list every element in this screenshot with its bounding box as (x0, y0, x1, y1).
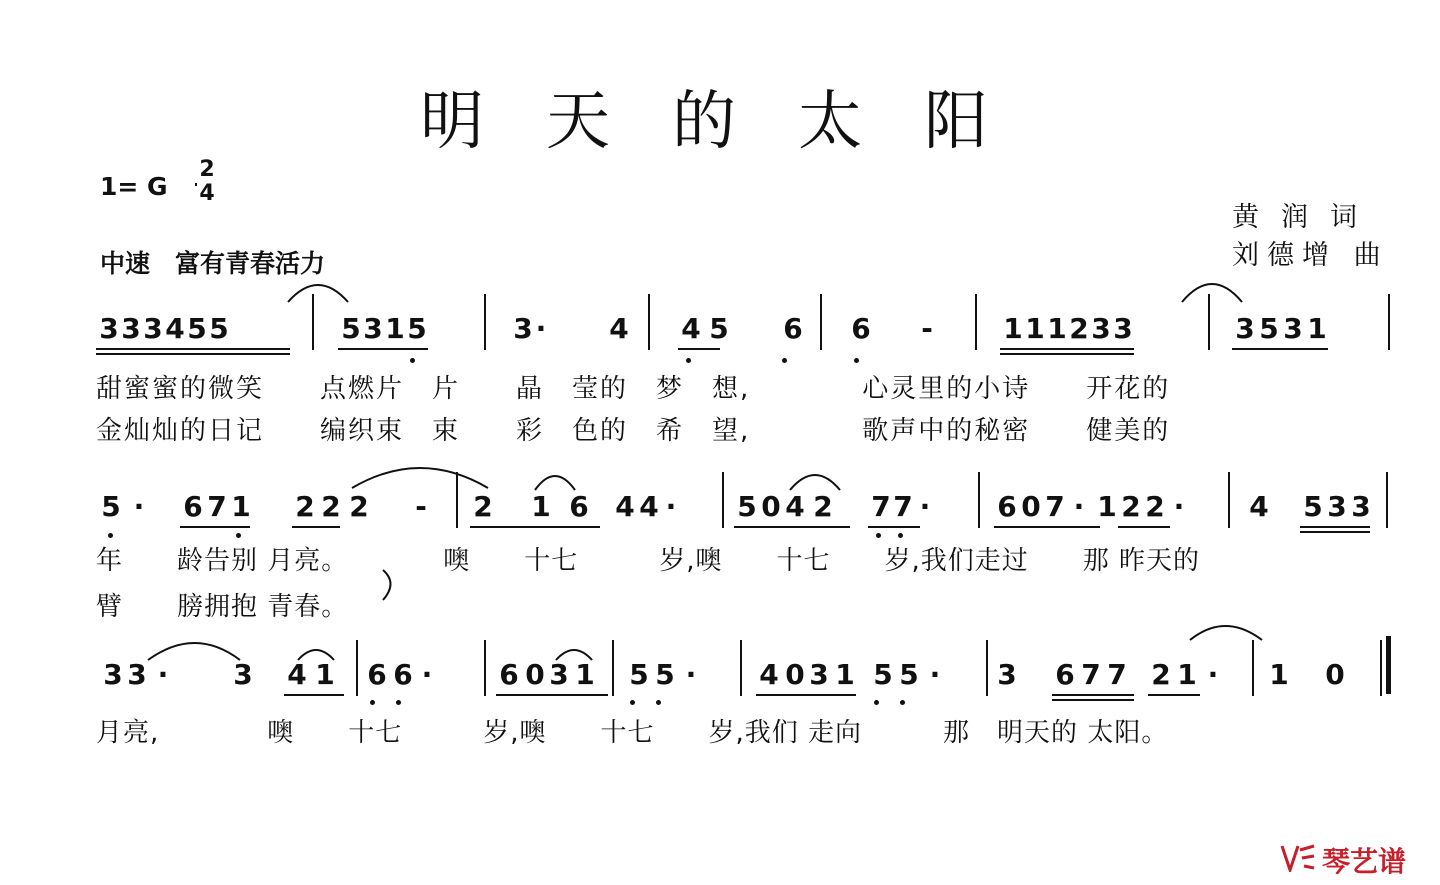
note: 7 (1045, 490, 1065, 523)
key-signature: 1= G (100, 172, 168, 201)
note: · (157, 658, 169, 691)
note: 3 (127, 658, 147, 691)
note: 0 (1021, 490, 1041, 523)
note: 7 (871, 490, 891, 523)
note: 4 (681, 312, 701, 345)
lyricist-credit: 黄润词 (1232, 202, 1379, 233)
note: 2 (295, 490, 315, 523)
note: 3 (549, 658, 569, 691)
note: · (535, 312, 547, 345)
note: · (919, 490, 931, 523)
note: 3 (997, 658, 1017, 691)
note: 1 (385, 312, 405, 345)
song-title: 明天的太阳 (420, 85, 1050, 159)
watermark-logo-icon (1280, 842, 1316, 872)
note: 3 (363, 312, 383, 345)
note: 3 (233, 658, 253, 691)
time-signature-bottom: 4 (199, 181, 215, 206)
note: 1 (1177, 658, 1197, 691)
tempo-marking: 中速 富有青春活力 (100, 249, 326, 278)
note: 3 (513, 312, 533, 345)
note: 5 (709, 312, 729, 345)
note: 3 (1327, 490, 1347, 523)
note: 3 (99, 312, 119, 345)
note: 1 (575, 658, 595, 691)
note: 2 (1151, 658, 1171, 691)
note: 3 (121, 312, 141, 345)
lyric-line-2-verse-2: 臂 膀拥抱 青春。 (96, 592, 349, 622)
watermark-text: 琴艺谱 (1322, 845, 1407, 878)
note: 5 (187, 312, 207, 345)
note: · (1207, 658, 1219, 691)
lyric-line-3-verse-1: 月亮, 噢 十七 岁,噢 十七 岁,我们 走向 那 明天的 太阳。 (96, 718, 1169, 748)
note: 1 (231, 490, 251, 523)
note: 5 (101, 490, 121, 523)
note: 7 (207, 490, 227, 523)
note: - (415, 490, 427, 523)
note: 1 (1025, 312, 1045, 345)
note: 1 (1269, 658, 1289, 691)
note: 5 (899, 658, 919, 691)
note: 5 (209, 312, 229, 345)
lyric-line-1-verse-2: 金灿灿的日记 编织束 束 彩 色的 希 望, 歌声中的秘密 健美的 (96, 416, 1171, 446)
composer-credit: 刘德增 曲 (1232, 240, 1389, 271)
note: 3 (1113, 312, 1133, 345)
note: 6 (569, 490, 589, 523)
note: 1 (1047, 312, 1067, 345)
note: 6 (1055, 658, 1075, 691)
note: 7 (1107, 658, 1127, 691)
note: 2 (813, 490, 833, 523)
note: 0 (761, 490, 781, 523)
note: · (665, 490, 677, 523)
note: · (1173, 490, 1185, 523)
note: 5 (655, 658, 675, 691)
note: 2 (321, 490, 341, 523)
note: 4 (165, 312, 185, 345)
note: 6 (783, 312, 803, 345)
note: 5 (407, 312, 427, 345)
note: 5 (1303, 490, 1323, 523)
note: 3 (1351, 490, 1371, 523)
note: 5 (737, 490, 757, 523)
note: 7 (893, 490, 913, 523)
note: 6 (499, 658, 519, 691)
note: 5 (341, 312, 361, 345)
note: 0 (1325, 658, 1345, 691)
note: 1 (1003, 312, 1023, 345)
note: 4 (759, 658, 779, 691)
note: 1 (315, 658, 335, 691)
note: 4 (615, 490, 635, 523)
time-signature-top: 2 (199, 157, 215, 182)
note: 3 (1283, 312, 1303, 345)
note: 4 (287, 658, 307, 691)
note: 7 (1081, 658, 1101, 691)
note: 5 (1259, 312, 1279, 345)
note: · (929, 658, 941, 691)
note: 2 (349, 490, 369, 523)
note: 3 (103, 658, 123, 691)
note: 6 (367, 658, 387, 691)
note: 4 (1249, 490, 1269, 523)
note: 3 (1091, 312, 1111, 345)
note: 1 (1307, 312, 1327, 345)
note: 6 (183, 490, 203, 523)
note: 2 (473, 490, 493, 523)
note: 5 (629, 658, 649, 691)
note: 6 (851, 312, 871, 345)
lyric-line-1-verse-1: 甜蜜蜜的微笑 点燃片 片 晶 莹的 梦 想, 心灵里的小诗 开花的 (96, 374, 1171, 404)
note: 4 (785, 490, 805, 523)
note: · (685, 658, 697, 691)
note: · (421, 658, 433, 691)
note: 3 (143, 312, 163, 345)
note: 2 (1145, 490, 1165, 523)
note: · (133, 490, 145, 523)
note: 0 (525, 658, 545, 691)
note: · (1073, 490, 1085, 523)
note: 1 (531, 490, 551, 523)
lyric-line-2-verse-1: 年 龄告别 月亮。 噢 十七 岁,噢 十七 岁,我们走过 那 昨天的 (96, 546, 1201, 576)
note: 0 (785, 658, 805, 691)
note: 3 (809, 658, 829, 691)
note: 6 (393, 658, 413, 691)
note: 2 (1069, 312, 1089, 345)
note: 3 (1235, 312, 1255, 345)
note: 4 (639, 490, 659, 523)
note: 5 (873, 658, 893, 691)
note: 2 (1121, 490, 1141, 523)
note: - (921, 312, 933, 345)
note: 6 (997, 490, 1017, 523)
note: 4 (609, 312, 629, 345)
note: 1 (835, 658, 855, 691)
note: 1 (1097, 490, 1117, 523)
